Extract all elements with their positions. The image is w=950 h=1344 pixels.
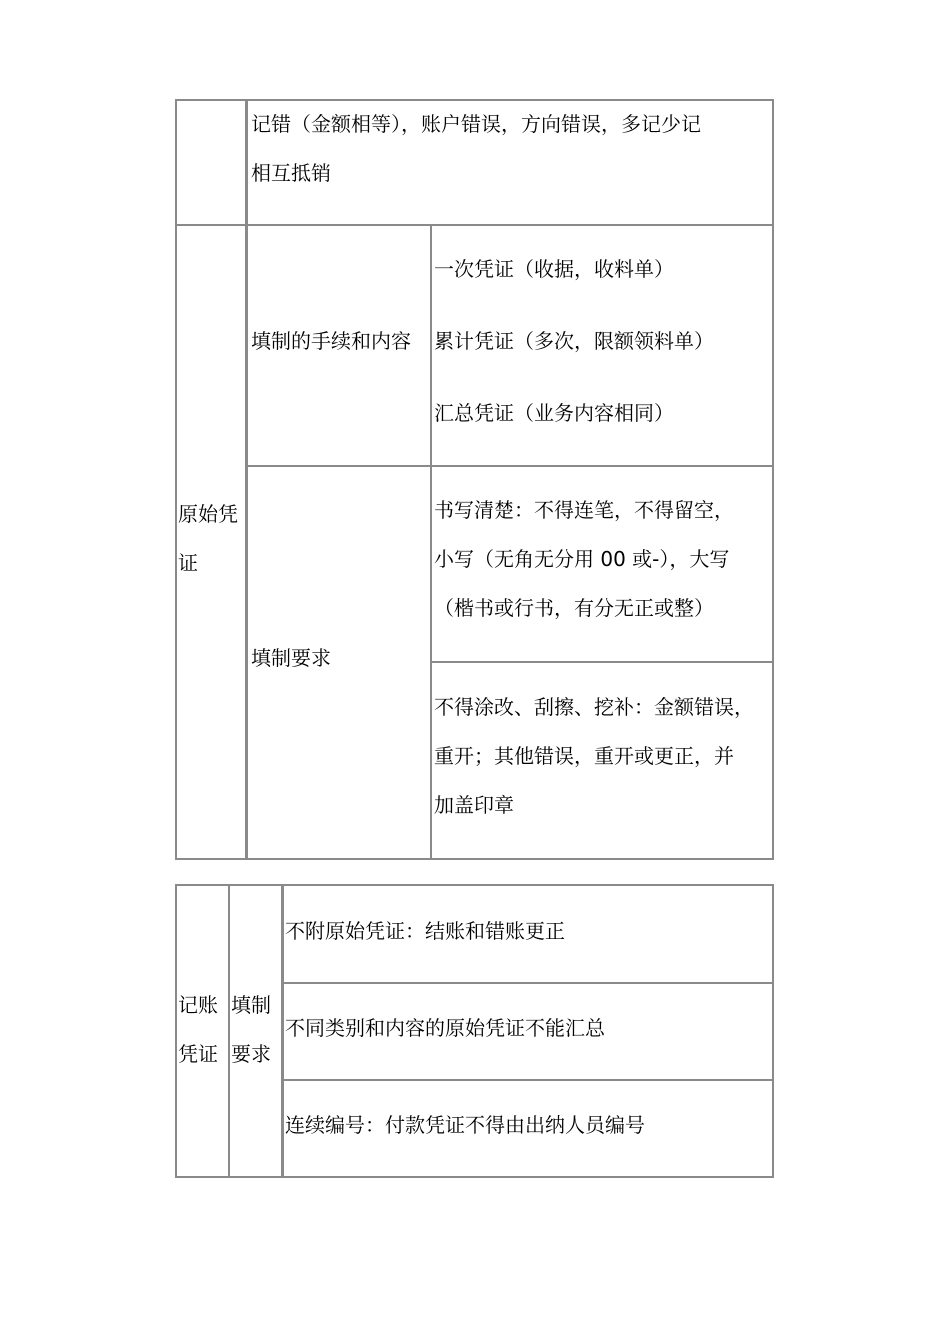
section2-item1-line: 书写清楚：不得连笔，不得留空， (434, 498, 734, 522)
group-label-line-1: 原始凭 (178, 502, 238, 526)
section2-item1-line: （楷书或行书，有分无正或整） (434, 596, 714, 620)
section2-label: 填制要求 (251, 646, 331, 670)
section2-item2-line: 重开；其他错误，重开或更正，并 (434, 744, 734, 768)
section2-item2-line: 不得涂改、刮擦、挖补：金额错误， (434, 695, 754, 719)
section2-item1-line: 小写（无角无分用 00 或-），大写 (434, 547, 730, 571)
top-row-line-1: 记错（金额相等），账户错误，方向错误，多记少记 (251, 112, 701, 136)
section1-item: 一次凭证（收据，收料单） (434, 257, 674, 281)
table1-col-divider-2 (430, 224, 432, 860)
sub-label-line: 填制 (231, 993, 271, 1017)
table2-col-divider-2 (281, 884, 284, 1178)
section1-label: 填制的手续和内容 (251, 329, 411, 353)
table2-item: 连续编号：付款凭证不得由出纳人员编号 (285, 1113, 645, 1137)
group-label-line-2: 证 (178, 551, 198, 575)
group-label-original-voucher (178, 490, 238, 588)
table2-row-divider-2 (283, 1079, 774, 1081)
sub-label-line: 要求 (231, 1042, 271, 1066)
section2-item-no-alteration (434, 683, 754, 830)
section1-item: 汇总凭证（业务内容相同） (434, 401, 674, 425)
table1-row-divider-section2 (431, 661, 774, 663)
top-row-line-2: 相互抵销 (251, 161, 331, 185)
sub-label-requirements (231, 981, 271, 1079)
table2-row-divider-1 (283, 982, 774, 984)
table2-col-divider-1 (228, 884, 230, 1178)
group-label-bookkeeping-voucher (178, 981, 218, 1079)
group2-label-line: 记账 (178, 993, 218, 1017)
top-row-text (251, 100, 701, 198)
group2-label-line: 凭证 (178, 1042, 218, 1066)
table1-row-divider-top (175, 224, 774, 226)
section1-item: 累计凭证（多次，限额领料单） (434, 329, 714, 353)
table2-item: 不同类别和内容的原始凭证不能汇总 (285, 1016, 605, 1040)
table1-col-divider-1 (245, 99, 248, 860)
section2-item-writing (434, 486, 734, 633)
section2-item2-line: 加盖印章 (434, 793, 514, 817)
table1-row-divider-mid (246, 465, 774, 467)
table2-item: 不附原始凭证：结账和错账更正 (285, 919, 565, 943)
